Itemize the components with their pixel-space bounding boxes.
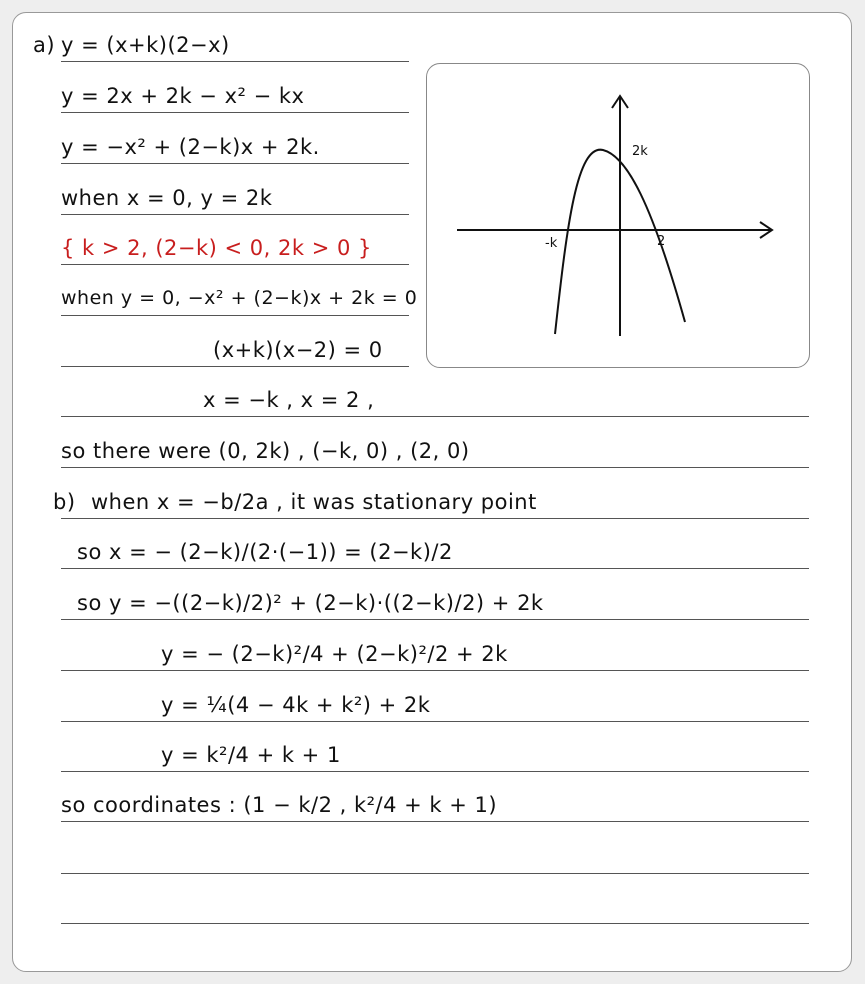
ruled-line xyxy=(61,214,409,215)
ruled-line xyxy=(61,112,409,113)
equation-line: so x = − (2−k)/(2·(−1)) = (2−k)/2 xyxy=(77,540,453,564)
ruled-line xyxy=(61,315,409,316)
equation-line: when y = 0, −x² + (2−k)x + 2k = 0 xyxy=(61,287,418,309)
ruled-line xyxy=(61,264,409,265)
equation-line: y = (x+k)(2−x) xyxy=(61,33,230,57)
parabola-sketch xyxy=(426,63,810,368)
equation-line: y = 2x + 2k − x² − kx xyxy=(61,84,305,108)
part-b-label: b) xyxy=(53,490,76,514)
equation-line: y = k²/4 + k + 1 xyxy=(161,743,341,767)
ruled-line xyxy=(61,416,809,417)
equation-line: so coordinates : (1 − k/2 , k²/4 + k + 1) xyxy=(61,793,498,817)
left-root-label: -k xyxy=(545,236,558,251)
ruled-line xyxy=(61,721,809,722)
ruled-line xyxy=(61,366,409,367)
equation-line: (x+k)(x−2) = 0 xyxy=(213,338,383,362)
right-root-label: 2 xyxy=(657,234,666,249)
y-axis xyxy=(612,96,628,336)
ruled-line xyxy=(61,518,809,519)
ruled-line xyxy=(61,670,809,671)
equation-line: x = −k , x = 2 , xyxy=(203,388,375,412)
condition-line: { k > 2, (2−k) < 0, 2k > 0 } xyxy=(61,236,372,260)
ruled-line xyxy=(61,568,809,569)
ruled-line xyxy=(61,873,809,874)
equation-line: y = −x² + (2−k)x + 2k. xyxy=(61,135,320,159)
equation-line: y = ¼(4 − 4k + k²) + 2k xyxy=(161,693,431,717)
ruled-line xyxy=(61,619,809,620)
ruled-line xyxy=(61,771,809,772)
ruled-line xyxy=(61,61,409,62)
equation-line: when x = 0, y = 2k xyxy=(61,186,273,210)
equation-line: y = − (2−k)²/4 + (2−k)²/2 + 2k xyxy=(161,642,508,666)
ruled-line xyxy=(61,923,809,924)
equation-line: so y = −((2−k)/2)² + (2−k)·((2−k)/2) + 2k xyxy=(77,591,544,615)
ruled-line xyxy=(61,163,409,164)
notebook-page xyxy=(12,12,852,972)
y-intercept-label: 2k xyxy=(632,144,648,159)
equation-line: so there were (0, 2k) , (−k, 0) , (2, 0) xyxy=(61,439,470,463)
part-a-label: a) xyxy=(33,33,56,57)
equation-line: when x = −b/2a , it was stationary point xyxy=(91,490,537,514)
x-axis xyxy=(457,222,772,238)
ruled-line xyxy=(61,467,809,468)
ruled-line xyxy=(61,821,809,822)
